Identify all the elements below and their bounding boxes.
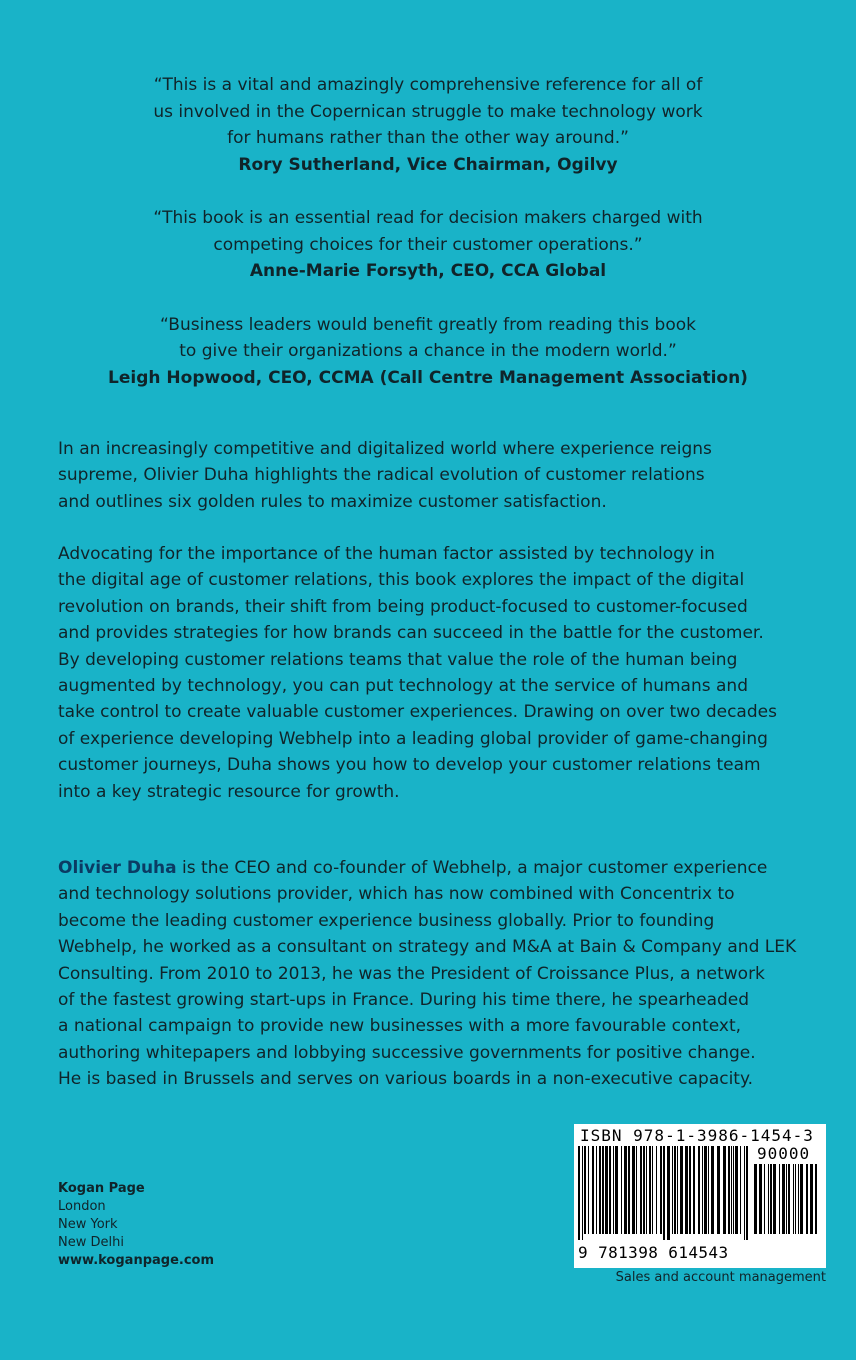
publisher-city: New York	[58, 1217, 118, 1232]
barcode-bar	[672, 1146, 673, 1234]
isbn-barcode	[574, 1124, 826, 1268]
barcode-bar	[656, 1146, 657, 1234]
barcode-bar	[788, 1164, 790, 1234]
publisher-city: New Delhi	[58, 1235, 124, 1250]
barcode-bar	[649, 1146, 651, 1234]
author-name: Olivier Duha	[58, 858, 177, 878]
description-paragraph: In an increasingly competitive and digitalized world where experience reigns supreme, Olivier Duha highlights the radical evolution of customer relations and outlines six golden rules to maximize customer satisfaction.	[58, 439, 712, 512]
barcode-bar	[615, 1146, 618, 1234]
barcode-bar	[810, 1164, 813, 1234]
barcode-bar	[779, 1164, 780, 1234]
barcode-bar	[798, 1164, 799, 1234]
barcode-bar	[731, 1146, 732, 1234]
author-bio-text: is the CEO and co-founder of Webhelp, a major customer experience and technology solutions provider, which has now combined with Concentrix to become the leading customer experience business globally. Prior to founding Webhelp, he worked as a consultant on strategy and M&A at Bain & Company and LEK Consulting. From 2010 to 2013, he was the President of Croissance Plus, a network of the fastest growing start-ups in France. During his time there, he spearheaded a national campaign to provide new businesses with a more favourable context, authoring whitepapers and lobbying successive governments for positive change. He is based in Brussels and serves on various boards in a non-executive capacity.	[58, 858, 797, 1090]
barcode-bar	[702, 1146, 703, 1234]
barcode-bar	[711, 1146, 714, 1234]
barcode-bar	[628, 1146, 630, 1234]
barcode-bar	[578, 1146, 580, 1240]
barcode-bar	[782, 1164, 785, 1234]
publisher-name: Kogan Page	[58, 1181, 145, 1196]
quote-author: Leigh Hopwood, CEO, CCMA (Call Centre Management Association)	[108, 367, 748, 388]
quote-text: “This book is an essential read for decision makers charged with competing choices for their customer operations.”	[153, 208, 703, 255]
barcode-bar	[754, 1164, 757, 1234]
barcode-bar	[768, 1164, 769, 1234]
barcode-bar	[640, 1146, 642, 1234]
barcode-bar	[660, 1146, 662, 1234]
barcode-bar	[652, 1146, 653, 1234]
author-bio	[58, 855, 818, 1093]
barcode-bar	[588, 1146, 589, 1234]
ean-digits: 9 781398 614543	[578, 1243, 729, 1262]
quote-text: “This is a vital and amazingly comprehensive reference for all of us involved in the Copernican struggle to make technology work for humans rather than the other way around.”	[153, 75, 703, 148]
barcode-bar	[602, 1146, 604, 1234]
barcode-bar	[643, 1146, 645, 1234]
barcode-bar	[770, 1164, 772, 1234]
barcode-bar	[596, 1146, 597, 1234]
barcode-bar	[704, 1146, 707, 1234]
barcode-bar	[599, 1146, 601, 1234]
barcode-bar	[621, 1146, 622, 1234]
barcode-bar	[795, 1164, 796, 1234]
barcode-bar	[674, 1146, 676, 1234]
barcode-bar	[636, 1146, 637, 1234]
barcode-bar	[698, 1146, 700, 1234]
ean-barcode-bars	[578, 1146, 750, 1240]
barcode-bar	[609, 1146, 611, 1234]
barcode-bar	[740, 1146, 741, 1234]
barcode-bar	[800, 1164, 803, 1234]
barcode-bar	[632, 1146, 635, 1234]
barcode-bar	[624, 1146, 627, 1234]
publisher-website-link[interactable]: www.koganpage.com	[58, 1253, 215, 1268]
barcode-bar	[605, 1146, 608, 1234]
sales-note: Sales and account management	[615, 1270, 826, 1285]
barcode-bar	[592, 1146, 594, 1234]
barcode-bar	[723, 1146, 726, 1234]
endorsement-quote	[0, 205, 856, 285]
isbn-label: ISBN 978-1-3986-1454-3	[580, 1126, 814, 1145]
barcode-bar	[806, 1164, 808, 1234]
barcode-bar	[735, 1146, 738, 1234]
barcode-bar	[584, 1146, 586, 1234]
barcode-bar	[815, 1164, 817, 1234]
barcode-bar	[677, 1146, 678, 1234]
quote-text: “Business leaders would benefit greatly from reading this book to give their organizations a chance in the modern world.”	[160, 314, 696, 361]
barcode-bar	[689, 1146, 691, 1234]
barcode-bar	[646, 1146, 647, 1234]
barcode-bar	[663, 1146, 665, 1240]
barcode-bar	[613, 1146, 614, 1234]
barcode-bar	[764, 1164, 765, 1234]
barcode-bar	[680, 1146, 683, 1234]
barcode-bar	[746, 1146, 748, 1240]
endorsement-quote	[0, 312, 856, 392]
barcode-bar	[693, 1146, 695, 1234]
barcode-bar	[667, 1146, 670, 1240]
quote-author: Anne-Marie Forsyth, CEO, CCA Global	[249, 261, 607, 281]
barcode-bar	[717, 1146, 720, 1234]
endorsements	[0, 72, 856, 418]
quote-author: Rory Sutherland, Vice Chairman, Ogilvy	[238, 154, 618, 175]
barcode-bar	[733, 1146, 734, 1234]
barcode-bar	[773, 1164, 776, 1234]
price-code: 90000	[757, 1144, 811, 1163]
barcode-bar	[728, 1146, 730, 1234]
barcode-bar	[759, 1164, 762, 1234]
endorsement-quote	[0, 72, 856, 178]
description-paragraph: Advocating for the importance of the human factor assisted by technology in the digital age of customer relations, this book explores the impact of the digital revolution on brands, their shift from being product-focused to customer-focused and provides strategies for how brands can succeed in the battle for the customer. By developing customer relations teams that value the role of the human being augmented by technology, you can put technology at the service of humans and take control to create valuable customer experiences. Drawing on over two decades of experience developing Webhelp into a leading global provider of game-changing customer journeys, Duha shows you how to develop your customer relations team into a key strategic resource for growth.	[58, 544, 777, 802]
publisher-city: London	[58, 1199, 106, 1214]
barcode-bar	[685, 1146, 688, 1234]
addon-barcode-bars	[754, 1164, 820, 1240]
publisher-block	[58, 1180, 214, 1270]
barcode-bar	[793, 1164, 794, 1234]
barcode-bar	[744, 1146, 745, 1240]
barcode-bar	[708, 1146, 709, 1234]
barcode-bar	[582, 1146, 583, 1240]
barcode-bar	[786, 1164, 787, 1234]
